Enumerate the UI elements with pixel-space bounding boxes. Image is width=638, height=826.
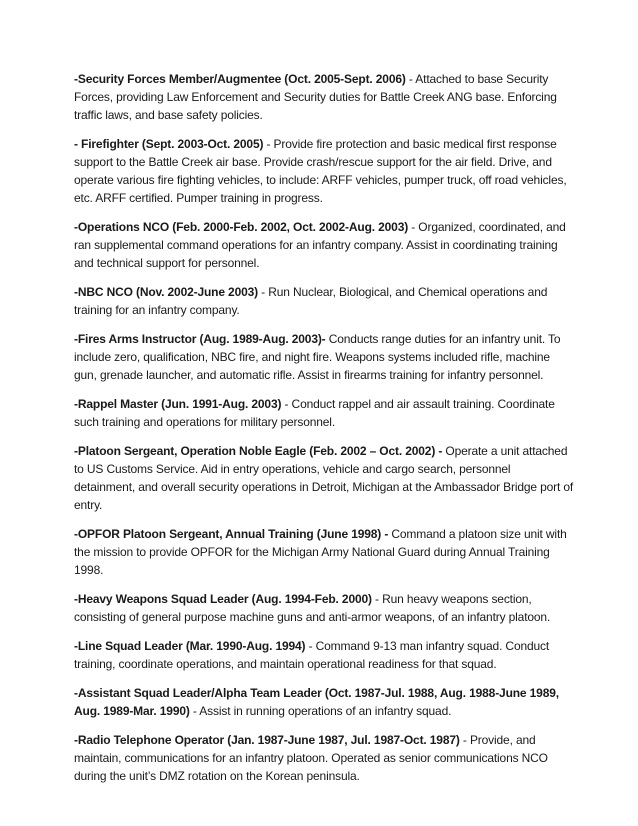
entry-description: - Command 9-13 man infantry squad. Conduct training, coordinate operations, and maintain operational readiness for that squad. [74, 639, 550, 671]
entry-opfor-platoon-sergeant [74, 525, 574, 579]
entry-title: -Rappel Master (Jun. 1991-Aug. 2003) [74, 397, 282, 411]
entry-title: -Operations NCO (Feb. 2000-Feb. 2002, Oct. 2002-Aug. 2003) [74, 220, 409, 234]
entry-description: - Conduct rappel and air assault training. Coordinate such training and operations for military personnel. [74, 397, 555, 429]
entry-line-squad-leader [74, 637, 574, 673]
entry-firefighter [74, 135, 574, 207]
entry-description: - Provide, and maintain, communications for an infantry platoon. Operated as senior communications NCO during the unit’s DMZ rotation on the Korean peninsula. [74, 733, 548, 783]
entry-platoon-sergeant-noble-eagle [74, 442, 574, 514]
entry-fire-arms-instructor [74, 330, 574, 384]
entry-title: -Assistant Squad Leader/Alpha Team Leader (Oct. 1987-Jul. 1988, Aug. 1988-June 1989, Aug. 1989-Mar. 1990) [74, 686, 559, 718]
entry-description: - Provide fire protection and basic medical first response support to the Battle Creek air base. Provide crash/rescue support for the air field. Drive, and operate various fire fighting vehicles, to include: ARFF vehicles, pumper truck, off road vehicles, etc. ARFF certified. Pumper training in progress. [74, 137, 567, 205]
entry-description: Operate a unit attached to US Customs Service. Aid in entry operations, vehicle and cargo search, personnel detainment, and overall security operations in Detroit, Michigan at the Ambassador Bridge port of entry. [74, 444, 574, 512]
entry-description: - Run heavy weapons section, consisting of general purpose machine guns and anti-armor weapons, of an infantry platoon. [74, 592, 551, 624]
entry-description: Command a platoon size unit with the mission to provide OPFOR for the Michigan Army National Guard during Annual Training 1998. [74, 527, 567, 577]
entry-radio-telephone-operator [74, 731, 574, 785]
entry-security-forces [74, 70, 574, 124]
entry-operations-nco [74, 218, 574, 272]
entry-heavy-weapons-squad-leader [74, 590, 574, 626]
entry-nbc-nco [74, 283, 574, 319]
entry-description: - Attached to base Security Forces, providing Law Enforcement and Security duties for Battle Creek ANG base. Enforcing traffic laws, and base safety policies. [74, 72, 557, 122]
entry-assistant-squad-leader [74, 684, 574, 720]
military-experience-list [74, 70, 574, 796]
entry-title: -OPFOR Platoon Sergeant, Annual Training (June 1998) - [74, 527, 389, 541]
entry-rappel-master [74, 395, 574, 431]
entry-description: - Run Nuclear, Biological, and Chemical operations and training for an infantry company. [74, 285, 548, 317]
entry-title: - Firefighter (Sept. 2003-Oct. 2005) [74, 137, 264, 151]
entry-title: -Platoon Sergeant, Operation Noble Eagle (Feb. 2002 – Oct. 2002) - [74, 444, 443, 458]
entry-title: -Heavy Weapons Squad Leader (Aug. 1994-Feb. 2000) [74, 592, 372, 606]
entry-title: -Security Forces Member/Augmentee (Oct. 2005-Sept. 2006) [74, 72, 406, 86]
entry-title: -NBC NCO (Nov. 2002-June 2003) [74, 285, 258, 299]
entry-description: Conducts range duties for an infantry unit. To include zero, qualification, NBC fire, and night fire. Weapons systems included rifle, machine gun, grenade launcher, and automatic rifle. Assist in firearms training for infantry personnel. [74, 332, 561, 382]
entry-description: - Assist in running operations of an infantry squad. [189, 704, 452, 718]
entry-title: -Radio Telephone Operator (Jan. 1987-June 1987, Jul. 1987-Oct. 1987) [74, 733, 460, 747]
entry-title: -Line Squad Leader (Mar. 1990-Aug. 1994) [74, 639, 306, 653]
entry-description: - Organized, coordinated, and ran supplemental command operations for an infantry company. Assist in coordinating training and technical support for personnel. [74, 220, 566, 270]
entry-title: -Fires Arms Instructor (Aug. 1989-Aug. 2003)- [74, 332, 326, 346]
